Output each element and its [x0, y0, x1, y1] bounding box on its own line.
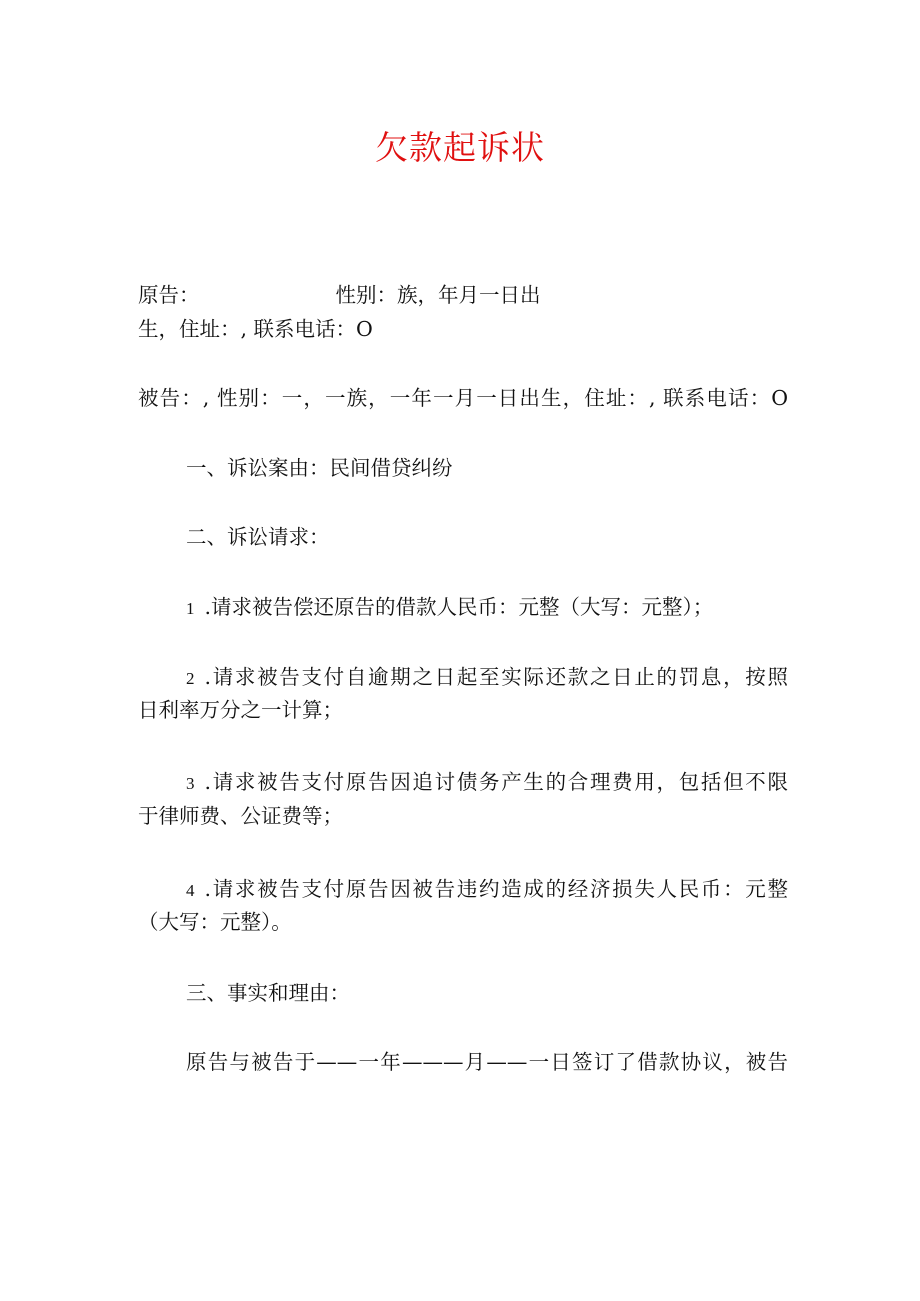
plaintiff-line-2: 生，住址：, 联系电话：O	[138, 317, 373, 341]
plaintiff-line-1	[138, 279, 788, 311]
claim-text: .请求被告偿还原告的借款人民币：元整（大写：元整）；	[204, 595, 714, 619]
claim-item-2	[186, 661, 788, 695]
facts-paragraph: 原告与被告于——一年———月——一日签订了借款协议，被告	[186, 1050, 788, 1074]
claim-item-4-continued: （大写：元整）。	[138, 910, 292, 934]
plaintiff-label: 原告：	[138, 283, 200, 307]
facts-heading: 三、事实和理由：	[186, 981, 350, 1005]
claim-number: 4	[186, 881, 195, 900]
claims-heading: 二、诉讼请求：	[186, 525, 330, 549]
defendant-line: 被告：, 性别：一，一族，一年一月一日出生，住址：, 联系电话：O	[138, 386, 788, 410]
claim-text: .请求被告支付自逾期之日起至实际还款之日止的罚息，按照	[204, 665, 788, 689]
claim-item-2-continued: 日利率万分之一计算；	[138, 698, 343, 722]
claim-item-3-continued: 于律师费、公证费等；	[138, 804, 343, 828]
document-title: 欠款起诉状	[375, 128, 545, 167]
claim-item-3	[186, 766, 788, 800]
claim-item-1	[186, 591, 788, 625]
claim-text: .请求被告支付原告因被告违约造成的经济损失人民币：元整	[204, 877, 788, 901]
claim-number: 1	[186, 599, 195, 618]
claim-item-4	[186, 873, 788, 907]
claim-text: .请求被告支付原告因追讨债务产生的合理费用，包括但不限	[204, 770, 788, 794]
claim-number: 3	[186, 774, 195, 793]
claim-number: 2	[186, 669, 195, 688]
plaintiff-info-1: 性别：族，年月一日出	[335, 283, 541, 307]
cause-heading: 一、诉讼案由：民间借贷纠纷	[186, 456, 453, 480]
